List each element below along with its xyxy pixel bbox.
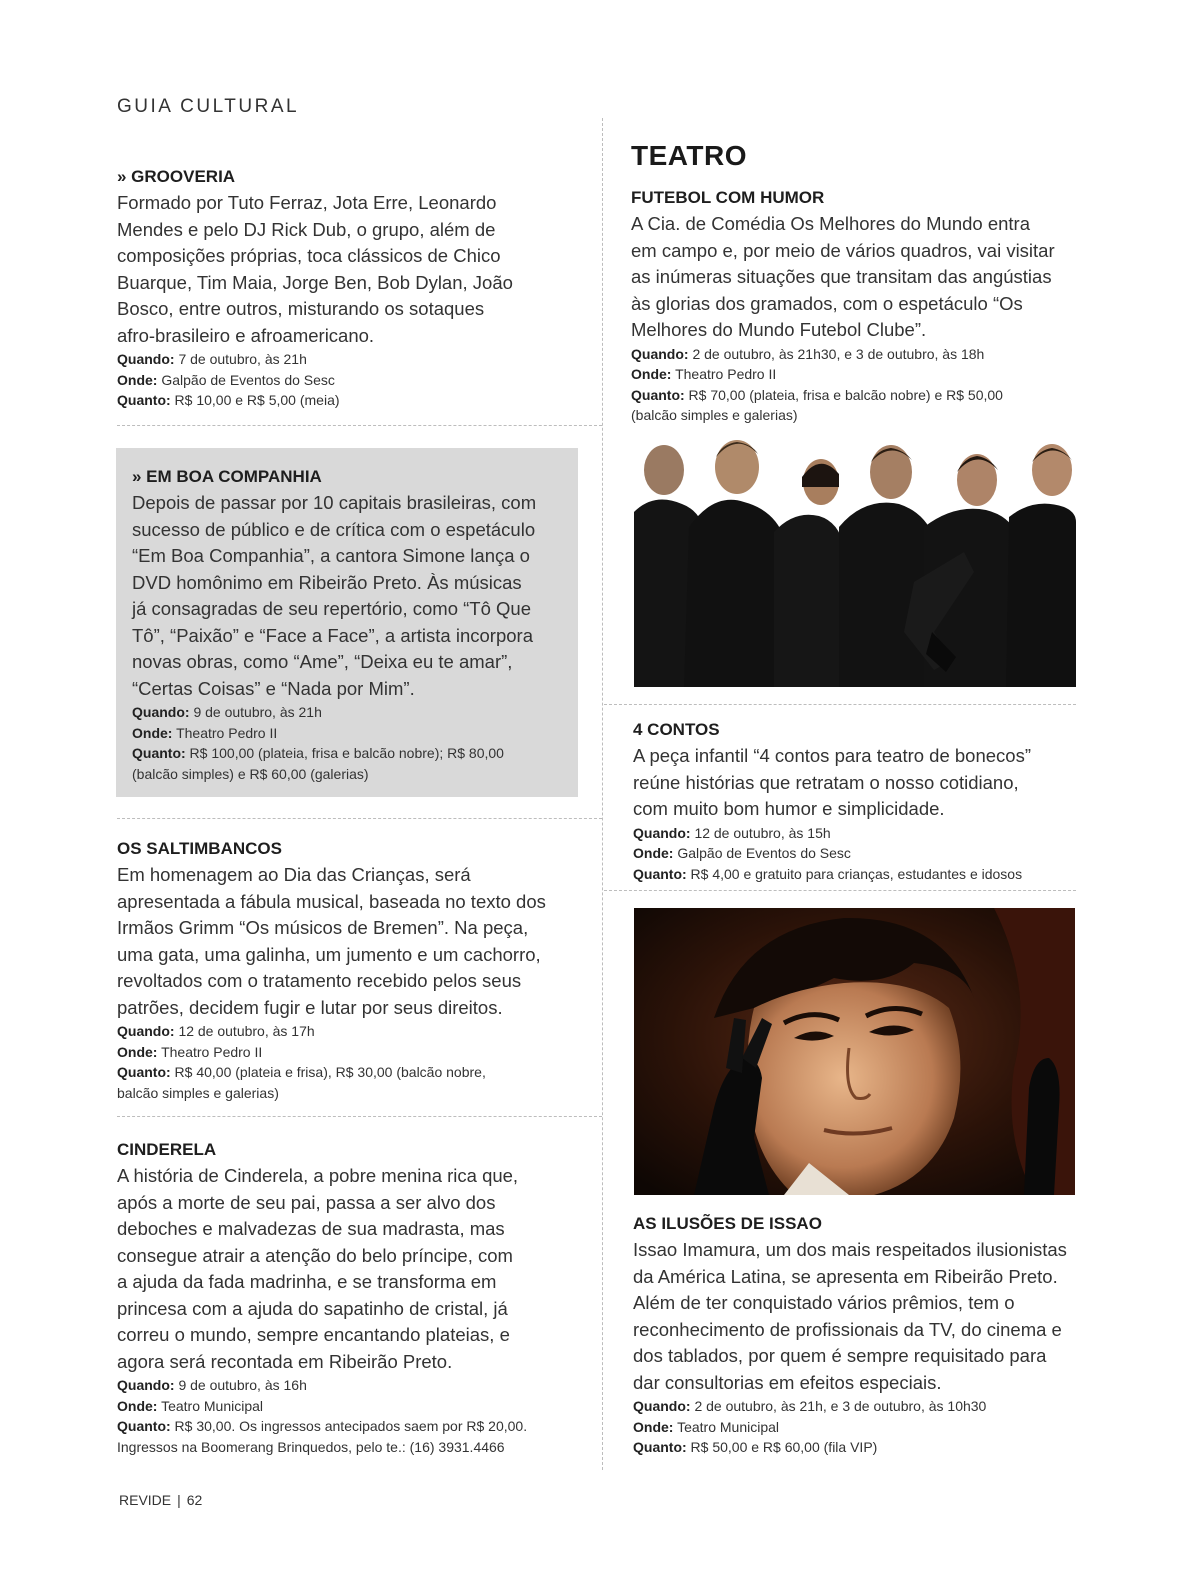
event-details: Quando: 9 de outubro, às 21h Onde: Theatro Pedro II Quanto: R$ 100,00 (plateia, frisa e balcão nobre); R$ 80,00 (balcão simples) e R$ 60,00 (galerias): [132, 702, 572, 784]
event-where: Onde: Theatro Pedro II: [117, 1043, 263, 1060]
event-4-contos: [633, 719, 1078, 884]
event-price: Quanto: R$ 4,00 e gratuito para crianças, estudantes e idosos: [633, 865, 1023, 882]
event-heading: » GROOVERIA: [117, 167, 236, 186]
page-number: 62: [186, 1492, 203, 1508]
event-price: Quanto: R$ 100,00 (plateia, frisa e balcão nobre); R$ 80,00: [132, 745, 504, 761]
event-details: Quando: 9 de outubro, às 16h Onde: Teatro Municipal Quanto: R$ 30,00. Os ingressos antecipados saem por R$ 20,00. Ingressos na Boomerang Brinquedos, pelo te.: (16) 3931.4466: [117, 1375, 599, 1457]
event-description: A Cia. de Comédia Os Melhores do Mundo entra em campo e, por meio de vários quadros, vai visitar as inúmeras situações que transitam das angústias às glorias dos gramados, com o espetáculo “Os Melhores do Mundo Futebol Clube”.: [631, 213, 1055, 340]
event-heading: OS SALTIMBANCOS: [117, 839, 282, 858]
event-description: A peça infantil “4 contos para teatro de bonecos” reúne histórias que retratam o nosso cotidiano, com muito bom humor e simplicidade.: [633, 745, 1032, 819]
event-description: Formado por Tuto Ferraz, Jota Erre, Leonardo Mendes e pelo DJ Rick Dub, o grupo, além de composições próprias, toca clássicos de Chico Buarque, Tim Maia, Jorge Ben, Bob Dylan, João Bosco, entre outros, misturando os sotaques afro-brasileiro e afroamericano.: [117, 192, 513, 346]
event-description: Em homenagem ao Dia das Crianças, será apresentada a fábula musical, baseada no texto dos Irmãos Grimm “Os músicos de Bremen”. Na peça, uma gata, uma galinha, um jumento e um cachorro, revoltados com o tratamento recebido pelos seus patrões, decidem fugir e lutar por seus direitos.: [117, 864, 546, 1018]
group-photo-illustration: [634, 432, 1076, 687]
portrait-photo: [634, 908, 1075, 1195]
section-divider: [117, 818, 602, 819]
event-description: A história de Cinderela, a pobre menina rica que, após a morte de seu pai, passa a ser alvo dos deboches e malvadezas de sua madrasta, mas consegue atrair a atenção do belo príncipe, com a ajuda da fada madrinha, e se transforma em princesa com a ajuda do sapatinho de cristal, já correu o mundo, sempre encantando plateias, e agora será recontada em Ribeirão Preto.: [117, 1165, 519, 1372]
footer-separator: |: [177, 1492, 181, 1508]
event-where: Onde: Theatro Pedro II: [631, 366, 777, 382]
event-details: [633, 823, 1078, 885]
event-where: Onde: Teatro Municipal: [633, 1418, 780, 1435]
event-when: Quando: 2 de outubro, às 21h30, e 3 de outubro, às 18h: [631, 345, 985, 362]
event-heading: AS ILUSÕES DE ISSAO: [633, 1214, 822, 1233]
section-divider: [604, 890, 1076, 891]
event-details: Quando: 12 de outubro, às 17h Onde: Theatro Pedro II Quanto: R$ 40,00 (plateia e frisa), R$ 30,00 (balcão nobre, balcão simples e galerias): [117, 1021, 587, 1103]
section-divider: [117, 425, 602, 426]
section-divider: [117, 1116, 602, 1117]
event-where: Onde: Galpão de Eventos do Sesc: [117, 371, 335, 388]
column-divider: [602, 118, 603, 1470]
event-when: Quando: 12 de outubro, às 15h: [633, 824, 831, 841]
section-divider: [604, 704, 1076, 705]
event-where: Onde: Teatro Municipal: [117, 1397, 264, 1414]
event-heading: CINDERELA: [117, 1140, 217, 1159]
event-when: Quando: 7 de outubro, às 21h: [117, 351, 307, 367]
portrait-photo-illustration: [634, 908, 1075, 1195]
event-heading: » EM BOA COMPANHIA: [132, 467, 322, 486]
event-grooveria: [117, 166, 587, 411]
page-footer: [119, 1492, 202, 1508]
event-where: Onde: Galpão de Eventos do Sesc: [633, 845, 851, 861]
event-where: Onde: Theatro Pedro II: [132, 724, 278, 741]
group-photo: [634, 432, 1076, 687]
event-when: Quando: 9 de outubro, às 21h: [132, 704, 322, 720]
event-price: Quanto: R$ 30,00. Os ingressos antecipados saem por R$ 20,00.: [117, 1418, 528, 1434]
event-os-saltimbancos: [117, 838, 587, 1103]
magazine-name: REVIDE: [119, 1492, 172, 1508]
event-em-boa-companhia: [132, 466, 572, 784]
event-as-ilusoes-de-issao: [633, 1213, 1078, 1458]
event-heading: FUTEBOL COM HUMOR: [631, 188, 825, 207]
event-price: Quanto: R$ 10,00 e R$ 5,00 (meia): [117, 392, 340, 408]
event-heading: 4 CONTOS: [633, 720, 720, 739]
teatro-title: TEATRO: [631, 140, 748, 171]
event-details: [633, 1396, 1078, 1458]
event-price: Quanto: R$ 50,00 e R$ 60,00 (fila VIP): [633, 1439, 878, 1455]
event-when: Quando: 12 de outubro, às 17h: [117, 1023, 315, 1039]
event-details: [117, 349, 587, 411]
event-price: Quanto: R$ 40,00 (plateia e frisa), R$ 30,00 (balcão nobre,: [117, 1064, 486, 1080]
event-when: Quando: 9 de outubro, às 16h: [117, 1377, 307, 1393]
section-label: GUIA CULTURAL: [117, 96, 300, 117]
event-description: Issao Imamura, um dos mais respeitados ilusionistas da América Latina, se apresenta em Ribeirão Preto. Além de ter conquistado vários prêmios, tem o reconhecimento de profissionais da TV, do cinema e dos tablados, por quem é sempre requisitado para dar consultorias em efeitos especiais.: [633, 1239, 1067, 1393]
event-price: Quanto: R$ 70,00 (plateia, frisa e balcão nobre) e R$ 50,00: [631, 386, 1003, 403]
event-description: Depois de passar por 10 capitais brasileiras, com sucesso de público e de crítica com o espetáculo “Em Boa Companhia”, a cantora Simone lança o DVD homônimo em Ribeirão Preto. Às músicas já consagradas de seu repertório, como “Tô Que Tô”, “Paixão” e “Face a Face”, a artista incorpora novas obras, como “Ame”, “Deixa eu te amar”, “Certas Coisas” e “Nada por Mim”.: [132, 492, 537, 699]
event-when: Quando: 2 de outubro, às 21h, e 3 de outubro, às 10h30: [633, 1398, 987, 1414]
event-details: Quando: 2 de outubro, às 21h30, e 3 de outubro, às 18h Onde: Theatro Pedro II Quanto: R$ 70,00 (plateia, frisa e balcão nobre) e R$ 50,00 (balcão simples e galerias): [631, 344, 1086, 426]
event-futebol-com-humor: [631, 187, 1086, 426]
event-cinderela: [117, 1139, 599, 1457]
